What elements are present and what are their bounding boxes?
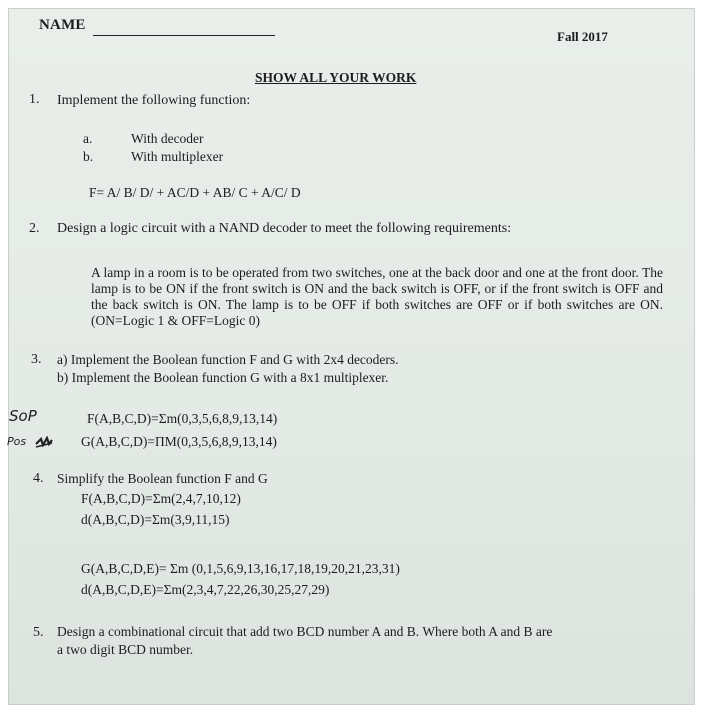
q3-line-b: b) Implement the Boolean function G with a 8x1 multiplexer. — [57, 370, 389, 385]
instruction-heading: SHOW ALL YOUR WORK — [255, 70, 417, 85]
q1-function: F= A/ B/ D/ + AC/D + AB/ C + A/C/ D — [89, 185, 301, 200]
handwritten-sop-note: SoP — [9, 407, 37, 425]
q1a-letter: a. — [83, 131, 93, 146]
q1-number: 1. — [29, 92, 40, 107]
q4-d2-expression: d(A,B,C,D,E)=Σm(2,3,4,7,22,26,30,25,27,29) — [81, 582, 330, 597]
q4-d-expression: d(A,B,C,D)=Σm(3,9,11,15) — [81, 512, 230, 527]
handwritten-pos-note: Pos — [7, 435, 27, 448]
q1b-text: With multiplexer — [131, 149, 224, 164]
q4-g-expression: G(A,B,C,D,E)= Σm (0,1,5,6,9,13,16,17,18,19,20,21,23,31) — [81, 561, 400, 576]
scribble-mark — [35, 436, 53, 450]
q2-number: 2. — [29, 221, 40, 236]
q3-number: 3. — [31, 352, 42, 367]
q4-number: 4. — [33, 471, 44, 486]
q5-line-2: a two digit BCD number. — [57, 642, 194, 657]
q1-text: Implement the following function: — [57, 93, 251, 108]
q2-paragraph: A lamp in a room is to be operated from two switches, one at the back door and one at the front door. The lamp is to be ON if the front switch is ON and the back switch is OFF, or if the front switch is OFF and the back switch is ON. The lamp is to be OFF if both switches are OFF or if both switches are ON. (ON=Logic 1 & OFF=Logic 0) — [91, 265, 663, 328]
q1a-text: With decoder — [131, 131, 204, 146]
q5-number: 5. — [33, 625, 44, 640]
q2-text: Design a logic circuit with a NAND decoder to meet the following requirements: — [57, 221, 512, 236]
q3-g-expression: G(A,B,C,D)=ΠM(0,3,5,6,8,9,13,14) — [81, 434, 277, 449]
term-label: Fall 2017 — [557, 29, 608, 44]
q3-line-a: a) Implement the Boolean function F and G with 2x4 decoders. — [57, 352, 399, 367]
q5-line-1: Design a combinational circuit that add two BCD number A and B. Where both A and B are — [57, 624, 553, 639]
exam-sheet — [8, 8, 695, 705]
name-label: NAME — [39, 17, 86, 33]
q4-text: Simplify the Boolean function F and G — [57, 471, 268, 486]
name-blank-line — [93, 35, 275, 36]
q3-f-expression: F(A,B,C,D)=Σm(0,3,5,6,8,9,13,14) — [87, 411, 278, 426]
q1b-letter: b. — [83, 149, 94, 164]
q4-f-expression: F(A,B,C,D)=Σm(2,4,7,10,12) — [81, 491, 241, 506]
